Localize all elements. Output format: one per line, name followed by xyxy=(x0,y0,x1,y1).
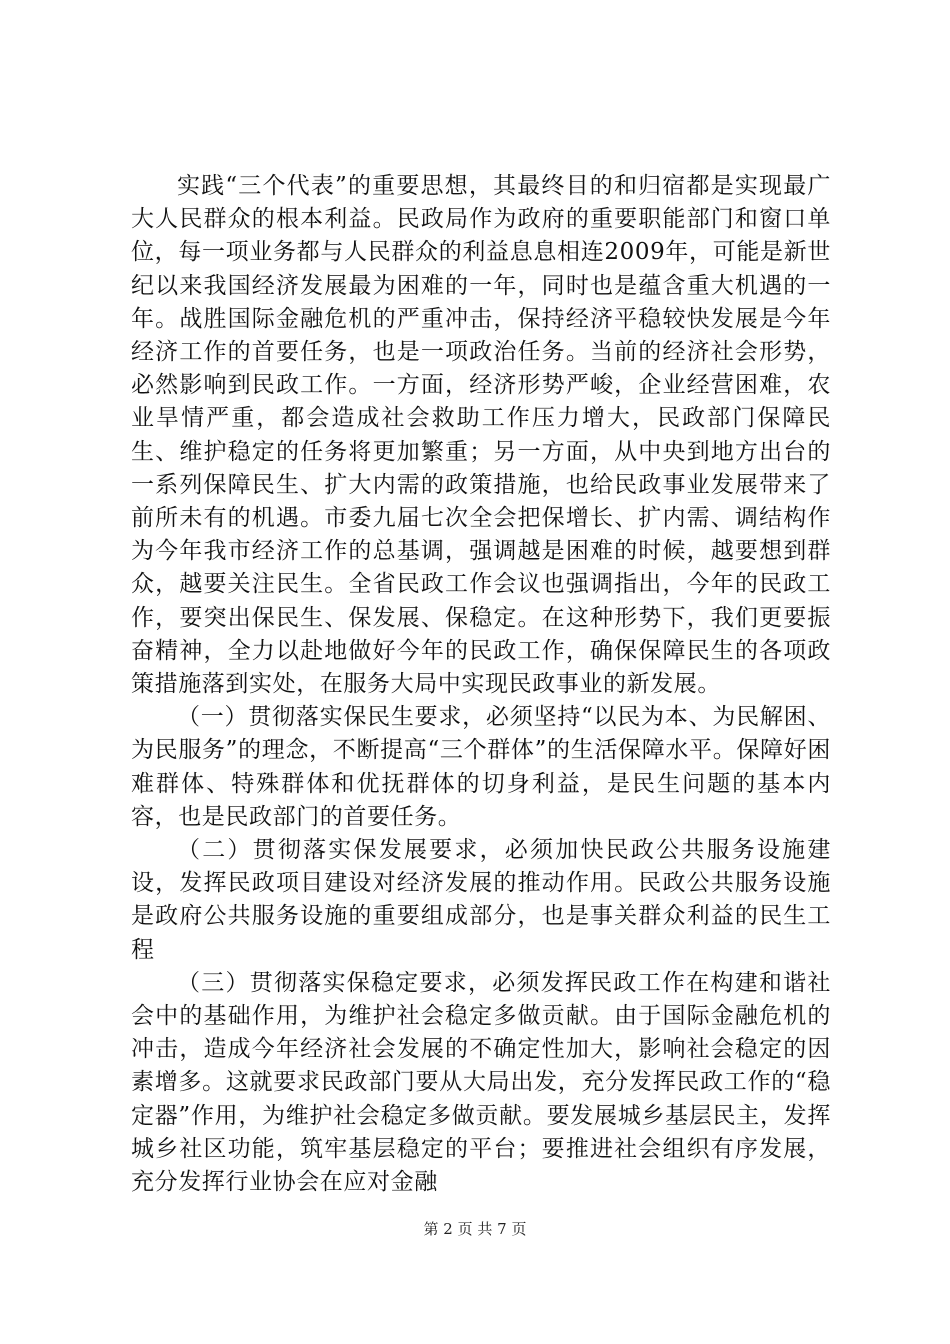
document-body xyxy=(131,170,831,1199)
paragraph-4: （三）贯彻落实保稳定要求，必须发挥民政工作在构建和谐社会中的基础作用，为维护社会稳定多做贡献。由于国际金融危机的冲击，造成今年经济社会发展的不确定性加大，影响社会稳定的因素增多。这就要求民政部门要从大局出发，充分发挥民政工作的“稳定器”作用，为维护社会稳定多做贡献。要发展城乡基层民主，发挥城乡社区功能，筑牢基层稳定的平台；要推进社会组织有序发展，充分发挥行业协会在应对金融 xyxy=(131,969,831,1196)
paragraph-2: （一）贯彻落实保民生要求，必须坚持“以民为本、为民解困、为民服务”的理念，不断提高“三个群体”的生活保障水平。保障好困难群体、特殊群体和优抚群体的切身利益，是民生问题的基本内容，也是民政部门的首要任务。 xyxy=(131,704,831,830)
paragraph-1: 实践“三个代表”的重要思想，其最终目的和归宿都是实现最广大人民群众的根本利益。民政局作为政府的重要职能部门和窗口单位，每一项业务都与人民群众的利益息息相连2009年，可能是新世纪以来我国经济发展最为困难的一年，同时也是蕴含重大机遇的一年。战胜国际金融危机的严重冲击，保持经济平稳较快发展是今年经济工作的首要任务，也是一项政治任务。当前的经济社会形势，必然影响到民政工作。一方面，经济形势严峻，企业经营困难，农业旱情严重，都会造成社会救助工作压力增大，民政部门保障民生、维护稳定的任务将更加繁重；另一方面，从中央到地方出台的一系列保障民生、扩大内需的政策措施，也给民政事业发展带来了前所未有的机遇。市委九届七次全会把保增长、扩内需、调结构作为今年我市经济工作的总基调，强调越是困难的时候，越要想到群众，越要关注民生。全省民政工作会议也强调指出，今年的民政工作，要突出保民生、保发展、保稳定。在这种形势下，我们更要振奋精神，全力以赴地做好今年的民政工作，确保保障民生的各项政策措施落到实处，在服务大局中实现民政事业的新发展。 xyxy=(131,173,831,698)
page-number-footer: 第 2 页 共 7 页 xyxy=(423,1220,527,1238)
paragraph-3: （二）贯彻落实保发展要求，必须加快民政公共服务设施建设，发挥民政项目建设对经济发展的推动作用。民政公共服务设施是政府公共服务设施的重要组成部分，也是事关群众利益的民生工程 xyxy=(131,837,831,963)
